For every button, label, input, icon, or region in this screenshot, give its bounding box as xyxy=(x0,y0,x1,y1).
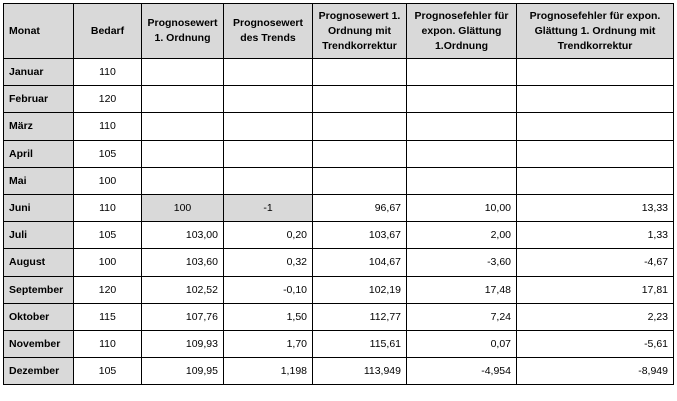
prognosefehler-1-ordnung-cell[interactable]: 17,48 xyxy=(407,276,517,303)
prognosewert-trendkorrektur-cell[interactable]: 115,61 xyxy=(313,330,407,357)
prognosewert-trendkorrektur-cell[interactable]: 102,19 xyxy=(313,276,407,303)
header-prognosefehler-trendkorrektur: Prognosefehler für expon. Glättung 1. Ordnung mit Trendkorrektur xyxy=(517,4,674,59)
header-monat: Monat xyxy=(4,4,74,59)
prognosewert-trendkorrektur-cell[interactable]: 113,949 xyxy=(313,358,407,385)
month-cell[interactable]: Juli xyxy=(4,222,74,249)
prognosefehler-trendkorrektur-cell[interactable]: -5,61 xyxy=(517,330,674,357)
month-cell[interactable]: Oktober xyxy=(4,303,74,330)
prognosewert-trendkorrektur-cell[interactable] xyxy=(313,167,407,194)
prognosewert-1-ordnung-cell[interactable]: 100 xyxy=(142,194,224,221)
table-row xyxy=(4,303,674,330)
header-prognosewert-1-ordnung: Prognosewert 1. Ordnung xyxy=(142,4,224,59)
table-row xyxy=(4,222,674,249)
header-prognosewert-trend: Prognosewert des Trends xyxy=(224,4,313,59)
prognosewert-1-ordnung-cell[interactable]: 109,95 xyxy=(142,358,224,385)
table-row xyxy=(4,59,674,86)
prognosewert-trend-cell[interactable]: 0,20 xyxy=(224,222,313,249)
prognosefehler-1-ordnung-cell[interactable]: 0,07 xyxy=(407,330,517,357)
prognosewert-trend-cell[interactable] xyxy=(224,167,313,194)
header-row xyxy=(4,4,674,59)
prognosefehler-trendkorrektur-cell[interactable] xyxy=(517,113,674,140)
prognosewert-trend-cell[interactable]: -1 xyxy=(224,194,313,221)
bedarf-cell[interactable]: 110 xyxy=(74,59,142,86)
prognosewert-1-ordnung-cell[interactable] xyxy=(142,59,224,86)
prognosewert-trendkorrektur-cell[interactable]: 104,67 xyxy=(313,249,407,276)
prognosefehler-trendkorrektur-cell[interactable] xyxy=(517,167,674,194)
prognosefehler-trendkorrektur-cell[interactable]: 1,33 xyxy=(517,222,674,249)
table-row xyxy=(4,276,674,303)
prognosewert-trend-cell[interactable] xyxy=(224,113,313,140)
prognosefehler-1-ordnung-cell[interactable]: 10,00 xyxy=(407,194,517,221)
prognosefehler-trendkorrektur-cell[interactable]: 13,33 xyxy=(517,194,674,221)
prognosewert-trend-cell[interactable] xyxy=(224,140,313,167)
forecast-table xyxy=(3,3,674,385)
month-cell[interactable]: März xyxy=(4,113,74,140)
prognosefehler-1-ordnung-cell[interactable]: -4,954 xyxy=(407,358,517,385)
prognosefehler-1-ordnung-cell[interactable] xyxy=(407,86,517,113)
prognosewert-1-ordnung-cell[interactable] xyxy=(142,140,224,167)
prognosewert-trend-cell[interactable]: -0,10 xyxy=(224,276,313,303)
header-prognosefehler-1-ordnung: Prognosefehler für expon. Glättung 1.Ordnung xyxy=(407,4,517,59)
table-row xyxy=(4,140,674,167)
table-row xyxy=(4,194,674,221)
prognosewert-trendkorrektur-cell[interactable] xyxy=(313,113,407,140)
month-cell[interactable]: November xyxy=(4,330,74,357)
prognosefehler-trendkorrektur-cell[interactable]: -8,949 xyxy=(517,358,674,385)
month-cell[interactable]: Februar xyxy=(4,86,74,113)
prognosefehler-1-ordnung-cell[interactable]: -3,60 xyxy=(407,249,517,276)
bedarf-cell[interactable]: 105 xyxy=(74,140,142,167)
prognosewert-trendkorrektur-cell[interactable] xyxy=(313,140,407,167)
prognosewert-1-ordnung-cell[interactable]: 103,60 xyxy=(142,249,224,276)
prognosewert-trend-cell[interactable]: 1,50 xyxy=(224,303,313,330)
bedarf-cell[interactable]: 100 xyxy=(74,167,142,194)
prognosefehler-trendkorrektur-cell[interactable]: 17,81 xyxy=(517,276,674,303)
prognosewert-1-ordnung-cell[interactable]: 102,52 xyxy=(142,276,224,303)
prognosewert-trend-cell[interactable] xyxy=(224,59,313,86)
prognosefehler-1-ordnung-cell[interactable] xyxy=(407,59,517,86)
prognosefehler-trendkorrektur-cell[interactable] xyxy=(517,86,674,113)
table-row xyxy=(4,113,674,140)
prognosewert-1-ordnung-cell[interactable]: 107,76 xyxy=(142,303,224,330)
table-row xyxy=(4,249,674,276)
prognosewert-trendkorrektur-cell[interactable] xyxy=(313,86,407,113)
prognosefehler-trendkorrektur-cell[interactable]: 2,23 xyxy=(517,303,674,330)
prognosewert-trendkorrektur-cell[interactable]: 112,77 xyxy=(313,303,407,330)
month-cell[interactable]: Dezember xyxy=(4,358,74,385)
prognosewert-1-ordnung-cell[interactable]: 103,00 xyxy=(142,222,224,249)
bedarf-cell[interactable]: 100 xyxy=(74,249,142,276)
prognosewert-trend-cell[interactable]: 1,198 xyxy=(224,358,313,385)
prognosewert-trendkorrektur-cell[interactable]: 103,67 xyxy=(313,222,407,249)
prognosewert-1-ordnung-cell[interactable]: 109,93 xyxy=(142,330,224,357)
month-cell[interactable]: Mai xyxy=(4,167,74,194)
bedarf-cell[interactable]: 110 xyxy=(74,330,142,357)
month-cell[interactable]: April xyxy=(4,140,74,167)
bedarf-cell[interactable]: 120 xyxy=(74,276,142,303)
prognosewert-1-ordnung-cell[interactable] xyxy=(142,86,224,113)
prognosewert-1-ordnung-cell[interactable] xyxy=(142,167,224,194)
month-cell[interactable]: Juni xyxy=(4,194,74,221)
table-row xyxy=(4,86,674,113)
prognosewert-trendkorrektur-cell[interactable] xyxy=(313,59,407,86)
prognosefehler-1-ordnung-cell[interactable]: 2,00 xyxy=(407,222,517,249)
table-row xyxy=(4,167,674,194)
prognosewert-1-ordnung-cell[interactable] xyxy=(142,113,224,140)
prognosefehler-1-ordnung-cell[interactable] xyxy=(407,113,517,140)
prognosefehler-trendkorrektur-cell[interactable] xyxy=(517,140,674,167)
bedarf-cell[interactable]: 110 xyxy=(74,194,142,221)
prognosefehler-trendkorrektur-cell[interactable]: -4,67 xyxy=(517,249,674,276)
table-row xyxy=(4,330,674,357)
table-body xyxy=(4,59,674,385)
prognosewert-trend-cell[interactable]: 1,70 xyxy=(224,330,313,357)
month-cell[interactable]: September xyxy=(4,276,74,303)
header-bedarf: Bedarf xyxy=(74,4,142,59)
bedarf-cell[interactable]: 105 xyxy=(74,222,142,249)
table-row xyxy=(4,358,674,385)
prognosewert-trend-cell[interactable] xyxy=(224,86,313,113)
bedarf-cell[interactable]: 120 xyxy=(74,86,142,113)
month-cell[interactable]: Januar xyxy=(4,59,74,86)
prognosefehler-1-ordnung-cell[interactable] xyxy=(407,167,517,194)
bedarf-cell[interactable]: 105 xyxy=(74,358,142,385)
prognosewert-trendkorrektur-cell[interactable]: 96,67 xyxy=(313,194,407,221)
month-cell[interactable]: August xyxy=(4,249,74,276)
header-prognosewert-trendkorrektur: Prognosewert 1. Ordnung mit Trendkorrektur xyxy=(313,4,407,59)
prognosefehler-1-ordnung-cell[interactable] xyxy=(407,140,517,167)
bedarf-cell[interactable]: 110 xyxy=(74,113,142,140)
bedarf-cell[interactable]: 115 xyxy=(74,303,142,330)
prognosefehler-1-ordnung-cell[interactable]: 7,24 xyxy=(407,303,517,330)
prognosefehler-trendkorrektur-cell[interactable] xyxy=(517,59,674,86)
prognosewert-trend-cell[interactable]: 0,32 xyxy=(224,249,313,276)
